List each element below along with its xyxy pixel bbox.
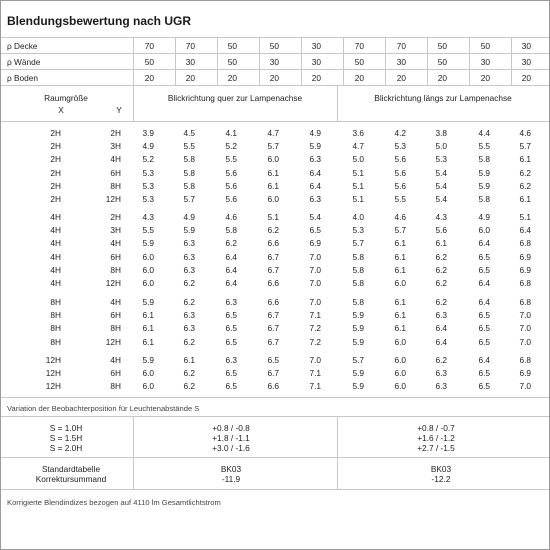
divider [1, 53, 549, 54]
room-x: 8H [50, 323, 61, 334]
reflectance-value: 50 [354, 57, 364, 67]
ugr-value: 5.8 [478, 194, 490, 204]
ugr-value: 6.4 [478, 238, 490, 249]
ugr-value: 5.3 [142, 167, 154, 178]
ugr-value: 5.5 [225, 154, 237, 165]
room-x: 4H [50, 225, 61, 236]
ugr-value: 6.8 [519, 355, 531, 365]
ugr-value: 6.7 [267, 336, 279, 347]
ugr-value: 5.8 [183, 154, 195, 165]
ugr-value: 4.1 [225, 128, 237, 138]
ugr-value: 6.5 [478, 381, 490, 392]
correction-label: Korrektursummand [35, 474, 107, 484]
room-y: 4H [110, 238, 121, 249]
ugr-value: 6.0 [394, 355, 406, 365]
ugr-value: 6.3 [435, 381, 447, 392]
ugr-value: 6.1 [394, 323, 406, 334]
ugr-value: 5.9 [352, 310, 364, 321]
room-x: 12H [45, 368, 61, 379]
ugr-value: 6.1 [267, 180, 279, 191]
ugr-value: 5.1 [352, 167, 364, 178]
ugr-value: 6.3 [309, 154, 321, 165]
ugr-value: 4.9 [478, 212, 490, 222]
ugr-value: 5.8 [183, 167, 195, 178]
ugr-value: 4.6 [225, 212, 237, 222]
room-y: 3H [110, 225, 121, 236]
ugr-value: 7.1 [309, 310, 321, 321]
ugr-value: 5.6 [394, 180, 406, 191]
ugr-value: 5.9 [352, 381, 364, 392]
ugr-value: 6.7 [267, 251, 279, 262]
ugr-value: 6.0 [394, 336, 406, 347]
ugr-value: 3.9 [142, 128, 154, 138]
header-column-divider [133, 85, 134, 121]
ugr-value: 6.1 [142, 323, 154, 334]
ugr-value: 6.9 [519, 368, 531, 379]
ugr-value: 5.6 [225, 167, 237, 178]
ugr-value: 6.4 [519, 225, 531, 236]
ugr-value: 6.5 [225, 336, 237, 347]
ugr-value: 5.8 [225, 225, 237, 236]
ugr-value: 5.6 [435, 225, 447, 236]
ugr-value: 4.9 [183, 212, 195, 222]
room-x: 2H [50, 141, 61, 152]
room-x: 4H [50, 264, 61, 275]
ugr-value: 5.4 [435, 194, 447, 204]
variation-laengs: +1.6 / -1.2 [417, 433, 455, 443]
ugr-value: 6.2 [435, 251, 447, 262]
reflectance-value: 70 [185, 41, 195, 51]
ugr-value: 6.8 [519, 238, 531, 249]
reflectance-value: 30 [311, 57, 321, 67]
ugr-value: 6.0 [267, 194, 279, 204]
ugr-value: 5.2 [225, 141, 237, 152]
ugr-value: 5.7 [352, 355, 364, 365]
reflectance-value: 30 [185, 57, 195, 67]
room-y: 8H [110, 381, 121, 392]
ugr-value: 6.3 [183, 251, 195, 262]
ugr-value: 5.8 [352, 297, 364, 307]
reflectance-value: 20 [185, 73, 195, 83]
ugr-value: 7.1 [309, 381, 321, 392]
room-y: 2H [110, 128, 121, 138]
room-x: 2H [50, 167, 61, 178]
ugr-value: 6.0 [394, 278, 406, 288]
ugr-value: 6.2 [519, 180, 531, 191]
ugr-value: 5.1 [352, 194, 364, 204]
ugr-value: 6.4 [478, 297, 490, 307]
room-x: 12H [45, 355, 61, 365]
ugr-value: 6.1 [267, 167, 279, 178]
ugr-value: 5.1 [519, 212, 531, 222]
ugr-value: 7.0 [519, 310, 531, 321]
reflectance-value: 20 [311, 73, 321, 83]
ugr-value: 6.3 [183, 238, 195, 249]
divider [1, 416, 549, 417]
ugr-value: 4.2 [394, 128, 406, 138]
room-y: 6H [110, 310, 121, 321]
ugr-value: 4.3 [435, 212, 447, 222]
ugr-value: 5.7 [519, 141, 531, 152]
ugr-value: 7.0 [309, 278, 321, 288]
room-y: 6H [110, 251, 121, 262]
reflectance-value: 30 [269, 57, 279, 67]
ugr-value: 6.8 [519, 278, 531, 288]
room-y: 4H [110, 297, 121, 307]
ugr-value: 6.0 [394, 368, 406, 379]
variation-quer: +3.0 / -1.6 [212, 443, 250, 453]
ugr-value: 6.5 [225, 310, 237, 321]
variation-column-divider [337, 416, 338, 489]
ugr-value: 6.6 [267, 278, 279, 288]
variation-column-divider [133, 416, 134, 489]
ugr-value: 6.1 [394, 310, 406, 321]
ugr-value: 6.2 [435, 264, 447, 275]
standard-label: Standardtabelle [41, 464, 101, 474]
room-y: 8H [110, 323, 121, 334]
reflectance-value: 70 [354, 41, 364, 51]
ugr-value: 7.0 [309, 251, 321, 262]
ugr-value: 5.9 [309, 141, 321, 152]
ugr-value: 5.1 [267, 212, 279, 222]
divider [1, 69, 549, 70]
ugr-value: 6.3 [225, 355, 237, 365]
ugr-value: 6.4 [309, 167, 321, 178]
ugr-value: 5.1 [352, 180, 364, 191]
room-x: 4H [50, 278, 61, 288]
ugr-value: 7.1 [309, 368, 321, 379]
ugr-value: 5.4 [309, 212, 321, 222]
ugr-value: 5.4 [435, 180, 447, 191]
ugr-value: 6.8 [519, 297, 531, 307]
ugr-value: 3.8 [435, 128, 447, 138]
variation-heading: Variation der Beobachterposition für Leuchtenabstände S [7, 404, 200, 413]
room-x: 2H [50, 128, 61, 138]
reflectance-value: 30 [521, 57, 531, 67]
ugr-value: 6.2 [435, 355, 447, 365]
ugr-value: 5.8 [352, 264, 364, 275]
ugr-value: 6.4 [225, 264, 237, 275]
ugr-value: 5.9 [352, 336, 364, 347]
ugr-value: 5.7 [183, 194, 195, 204]
standard-laengs: BK03 [430, 464, 452, 474]
variation-quer: +1.8 / -1.1 [212, 433, 250, 443]
ugr-value: 6.7 [267, 323, 279, 334]
ugr-value: 6.5 [309, 225, 321, 236]
room-x: 4H [50, 212, 61, 222]
ugr-value: 5.5 [142, 225, 154, 236]
ugr-value: 6.6 [267, 381, 279, 392]
ugr-value: 6.1 [183, 355, 195, 365]
reflectance-value: 20 [521, 73, 531, 83]
ugr-value: 6.2 [183, 381, 195, 392]
ugr-value: 6.9 [519, 264, 531, 275]
ugr-value: 6.4 [435, 323, 447, 334]
ugr-value: 5.9 [478, 167, 490, 178]
ugr-value: 6.3 [309, 194, 321, 204]
ugr-value: 6.1 [435, 238, 447, 249]
reflectance-label: ρ Decke [7, 41, 38, 51]
ugr-value: 5.3 [435, 154, 447, 165]
room-y: 8H [110, 264, 121, 275]
reflectance-value: 70 [144, 41, 154, 51]
ugr-value: 6.2 [183, 368, 195, 379]
header-y: Y [116, 105, 122, 115]
ugr-value: 6.2 [183, 297, 195, 307]
ugr-value: 7.0 [309, 355, 321, 365]
ugr-value: 4.0 [352, 212, 364, 222]
reflectance-value: 50 [227, 41, 237, 51]
ugr-value: 3.6 [352, 128, 364, 138]
ugr-value: 5.9 [183, 225, 195, 236]
room-x: 8H [50, 336, 61, 347]
room-x: 8H [50, 297, 61, 307]
ugr-value: 6.5 [478, 336, 490, 347]
ugr-value: 6.6 [267, 297, 279, 307]
ugr-value: 5.7 [352, 238, 364, 249]
ugr-value: 6.2 [267, 225, 279, 236]
ugr-value: 5.8 [478, 154, 490, 165]
reflectance-value: 30 [521, 41, 531, 51]
header-x: X [58, 105, 64, 115]
ugr-value: 6.7 [267, 368, 279, 379]
ugr-value: 7.0 [519, 336, 531, 347]
ugr-value: 7.0 [519, 381, 531, 392]
room-x: 2H [50, 154, 61, 165]
ugr-value: 6.3 [225, 297, 237, 307]
ugr-value: 5.3 [142, 180, 154, 191]
ugr-value: 6.0 [394, 381, 406, 392]
reflectance-value: 50 [227, 57, 237, 67]
header-column-divider [337, 85, 338, 121]
ugr-value: 6.6 [267, 238, 279, 249]
ugr-value: 6.9 [309, 238, 321, 249]
header-laengs: Blickrichtung längs zur Lampenachse [374, 93, 512, 103]
ugr-value: 6.0 [142, 251, 154, 262]
ugr-value: 7.0 [519, 323, 531, 334]
reflectance-value: 20 [437, 73, 447, 83]
ugr-value: 6.5 [478, 323, 490, 334]
ugr-value: 6.5 [478, 368, 490, 379]
ugr-value: 4.3 [142, 212, 154, 222]
ugr-value: 5.8 [183, 180, 195, 191]
ugr-value: 6.4 [225, 251, 237, 262]
ugr-value: 5.3 [352, 225, 364, 236]
ugr-value: 7.0 [309, 297, 321, 307]
ugr-value: 5.9 [142, 355, 154, 365]
ugr-value: 6.3 [435, 310, 447, 321]
ugr-value: 5.6 [394, 167, 406, 178]
ugr-value: 6.3 [183, 264, 195, 275]
table-bottom-divider [1, 397, 549, 398]
ugr-value: 5.9 [352, 323, 364, 334]
room-x: 2H [50, 194, 61, 204]
divider [1, 489, 549, 490]
room-y: 2H [110, 212, 121, 222]
ugr-value: 6.5 [225, 323, 237, 334]
ugr-value: 5.8 [352, 278, 364, 288]
reflectance-value: 70 [396, 41, 406, 51]
ugr-value: 5.0 [435, 141, 447, 152]
ugr-value: 6.5 [225, 368, 237, 379]
variation-laengs: +0.8 / -0.7 [417, 423, 455, 433]
ugr-value: 5.8 [352, 251, 364, 262]
ugr-value: 5.9 [352, 368, 364, 379]
ugr-value: 6.2 [435, 297, 447, 307]
room-x: 8H [50, 310, 61, 321]
ugr-value: 6.1 [394, 251, 406, 262]
ugr-value: 5.4 [435, 167, 447, 178]
correction-quer: -11.9 [221, 474, 241, 484]
reflectance-value: 20 [144, 73, 154, 83]
ugr-value: 6.4 [478, 278, 490, 288]
ugr-value: 6.1 [142, 310, 154, 321]
ugr-value: 7.2 [309, 336, 321, 347]
ugr-value: 6.3 [183, 310, 195, 321]
ugr-value: 6.5 [225, 381, 237, 392]
ugr-value: 5.2 [142, 154, 154, 165]
reflectance-label: ρ Wände [7, 57, 41, 67]
room-x: 4H [50, 251, 61, 262]
ugr-value: 5.7 [267, 141, 279, 152]
ugr-value: 6.2 [225, 238, 237, 249]
room-y: 12H [105, 194, 121, 204]
ugr-value: 6.4 [225, 278, 237, 288]
variation-laengs: +2.7 / -1.5 [417, 443, 455, 453]
ugr-value: 5.6 [394, 154, 406, 165]
room-y: 8H [110, 180, 121, 191]
reflectance-value: 50 [269, 41, 279, 51]
reflectance-value: 50 [437, 57, 447, 67]
ugr-value: 6.4 [309, 180, 321, 191]
ugr-value: 5.3 [142, 194, 154, 204]
room-y: 6H [110, 167, 121, 178]
ugr-value: 6.0 [267, 154, 279, 165]
variation-label: S = 2.0H [49, 443, 83, 453]
ugr-value: 5.9 [142, 238, 154, 249]
reflectance-value: 20 [396, 73, 406, 83]
ugr-value: 6.0 [142, 278, 154, 288]
ugr-value: 6.1 [519, 154, 531, 165]
ugr-value: 4.7 [267, 128, 279, 138]
ugr-value: 5.9 [142, 297, 154, 307]
variation-label: S = 1.0H [49, 423, 83, 433]
reflectance-value: 20 [269, 73, 279, 83]
ugr-value: 4.9 [309, 128, 321, 138]
room-y: 4H [110, 355, 121, 365]
room-x: 4H [50, 238, 61, 249]
reflectance-label: ρ Boden [7, 73, 39, 83]
room-x: 12H [45, 381, 61, 392]
ugr-value: 6.4 [435, 336, 447, 347]
reflectance-value: 30 [311, 41, 321, 51]
footnote: Korrigierte Blendindizes bezogen auf 4110 lm Gesamtlichtstrom [7, 498, 221, 507]
reflectance-value: 20 [480, 73, 490, 83]
ugr-value: 5.5 [183, 141, 195, 152]
ugr-value: 7.0 [309, 264, 321, 275]
ugr-value: 6.2 [183, 278, 195, 288]
ugr-value: 6.1 [519, 194, 531, 204]
ugr-value: 5.6 [225, 180, 237, 191]
ugr-value: 6.3 [183, 323, 195, 334]
ugr-value: 6.1 [394, 238, 406, 249]
ugr-value: 4.5 [183, 128, 195, 138]
ugr-value: 6.7 [267, 264, 279, 275]
ugr-value: 6.2 [183, 336, 195, 347]
ugr-value: 6.4 [478, 355, 490, 365]
ugr-value: 5.6 [225, 194, 237, 204]
ugr-value: 6.3 [435, 368, 447, 379]
reflectance-value: 30 [396, 57, 406, 67]
reflectance-value: 20 [354, 73, 364, 83]
reflectance-value: 20 [227, 73, 237, 83]
divider [1, 457, 549, 458]
ugr-value: 5.3 [394, 141, 406, 152]
reflectance-value: 50 [144, 57, 154, 67]
ugr-value: 6.7 [267, 310, 279, 321]
reflectance-value: 50 [437, 41, 447, 51]
ugr-value: 6.5 [478, 251, 490, 262]
ugr-value: 4.6 [394, 212, 406, 222]
ugr-value: 4.9 [142, 141, 154, 152]
ugr-value: 4.7 [352, 141, 364, 152]
title-divider [1, 37, 549, 38]
ugr-value: 6.1 [142, 336, 154, 347]
ugr-value: 5.5 [394, 194, 406, 204]
standard-quer: BK03 [220, 464, 242, 474]
ugr-value: 6.5 [478, 310, 490, 321]
ugr-value: 5.0 [352, 154, 364, 165]
room-x: 2H [50, 180, 61, 191]
ugr-value: 5.9 [478, 180, 490, 191]
ugr-value: 6.9 [519, 251, 531, 262]
ugr-value: 6.0 [142, 381, 154, 392]
ugr-value: 6.2 [519, 167, 531, 178]
ugr-value: 6.0 [478, 225, 490, 236]
correction-laengs: -12.2 [431, 474, 451, 484]
ugr-value: 6.5 [478, 264, 490, 275]
page-title: Blendungsbewertung nach UGR [7, 14, 192, 28]
divider [1, 85, 549, 86]
room-y: 6H [110, 368, 121, 379]
reflectance-value: 30 [480, 57, 490, 67]
variation-label: S = 1.5H [49, 433, 83, 443]
ugr-value: 6.1 [394, 297, 406, 307]
ugr-value: 4.4 [478, 128, 490, 138]
ugr-value: 4.6 [519, 128, 531, 138]
header-raumgroesse: Raumgröße [44, 93, 88, 103]
ugr-value: 7.2 [309, 323, 321, 334]
ugr-value: 6.0 [142, 264, 154, 275]
ugr-value: 5.5 [478, 141, 490, 152]
room-y: 4H [110, 154, 121, 165]
ugr-value: 6.1 [394, 264, 406, 275]
header-divider [1, 121, 549, 122]
header-quer: Blickrichtung quer zur Lampenachse [167, 93, 303, 103]
ugr-value: 6.5 [267, 355, 279, 365]
ugr-value: 6.2 [435, 278, 447, 288]
ugr-value: 5.7 [394, 225, 406, 236]
ugr-value: 6.0 [142, 368, 154, 379]
room-y: 3H [110, 141, 121, 152]
variation-quer: +0.8 / -0.8 [212, 423, 250, 433]
room-y: 12H [105, 336, 121, 347]
reflectance-value: 50 [480, 41, 490, 51]
room-y: 12H [105, 278, 121, 288]
